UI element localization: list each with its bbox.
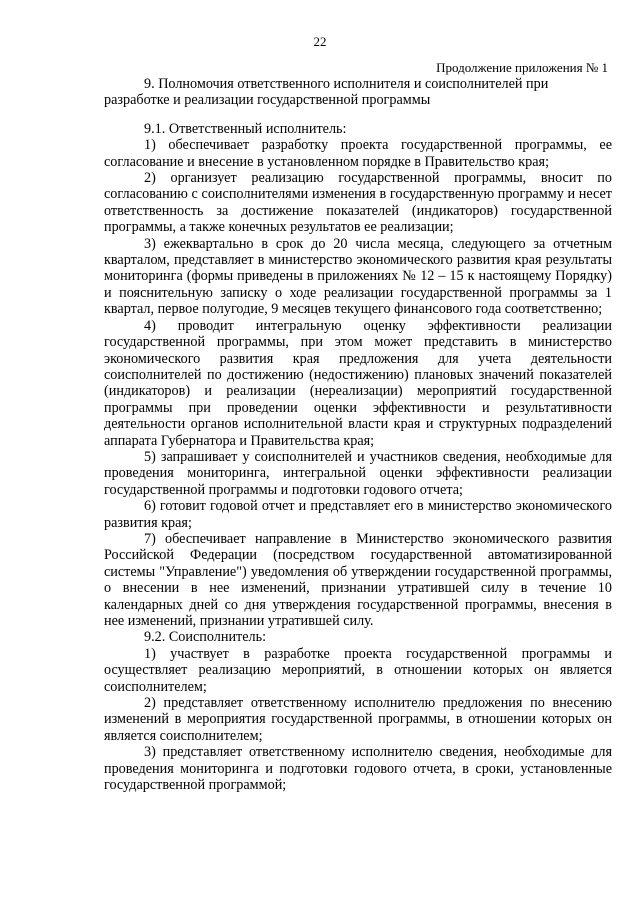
paragraph-9-2: 9.2. Соисполнитель: — [144, 629, 267, 646]
paragraph-9-2-1: 1) участвует в разработке проекта государственной программы и осуществляет реализацию мероприятий, в отношении которых он является соисполнителем; — [104, 645, 612, 695]
page-number: 22 — [313, 34, 327, 49]
paragraph-9-1-6: 6) готовит годовой отчет и представляет его в министерство экономического развития края; — [104, 498, 612, 531]
paragraph-9-1: 9.1. Ответственный исполнитель: — [144, 120, 347, 137]
section-heading: 9. Полномочия ответственного исполнителя и соисполнителей при разработке и реализации государственной программы — [104, 76, 549, 109]
paragraph-9-1-4: 4) проводит интегральную оценку эффективности реализации государственной программы, при этом может представить в министерство экономического развития края предложения для учета деятельности соисполнителей по достижению (недостижению) плановых значений показателей (индикаторов) и реализации (нереализации) мероприятий государственной программы при проведении оценки эффективности и результативности деятельности органов исполнительной власти края и структурных подразделений аппарата Губернатора и Правительства края; — [104, 317, 612, 449]
paragraph-9-1-2: 2) организует реализацию государственной программы, вносит по согласованию с соисполнителями изменения в государственную программу и несет ответственность за достижение показателей (индикаторов) государственной программы, а также конечных результатов ее реализации; — [104, 170, 612, 236]
paragraph-9-1-7: 7) обеспечивает направление в Министерство экономического развития Российской Федерации (посредством государственной автоматизированной системы "Управление") уведомления об утверждении государственной программы, о внесении в нее изменений, признании утратившей силу в течение 10 календарных дней со дня утверждения государственной программы, внесения в нее изменений, признании утратившей силу. — [104, 530, 612, 629]
continuation-note: Продолжение приложения № 1 — [436, 60, 608, 75]
paragraph-9-1-3: 3) ежеквартально в срок до 20 числа месяца, следующего за отчетным кварталом, представляет в министерство экономического развития края результаты мониторинга (формы приведены в приложениях № 12 – 15 к настоящему Порядку) и пояснительную записку о ходе реализации государственной программы за 1 квартал, первое полугодие, 9 месяцев текущего финансового года соответственно; — [104, 235, 612, 318]
paragraph-9-1-1: 1) обеспечивает разработку проекта государственной программы, ее согласование и внесение в установленном порядке в Правительство края; — [104, 137, 612, 170]
paragraph-9-1-5: 5) запрашивает у соисполнителей и участников сведения, необходимые для проведения мониторинга, интегральной оценки эффективности реализации государственной программы и подготовки годового отчета; — [104, 448, 612, 498]
paragraph-9-2-2: 2) представляет ответственному исполнителю предложения по внесению изменений в мероприятия государственной программы, в отношении которых он является соисполнителем; — [104, 695, 612, 744]
document-body — [104, 76, 612, 793]
paragraph-9-2-3: 3) представляет ответственному исполнителю сведения, необходимые для проведения мониторинга и подготовки годового отчета, в сроки, установленные государственной программой; — [104, 744, 612, 794]
